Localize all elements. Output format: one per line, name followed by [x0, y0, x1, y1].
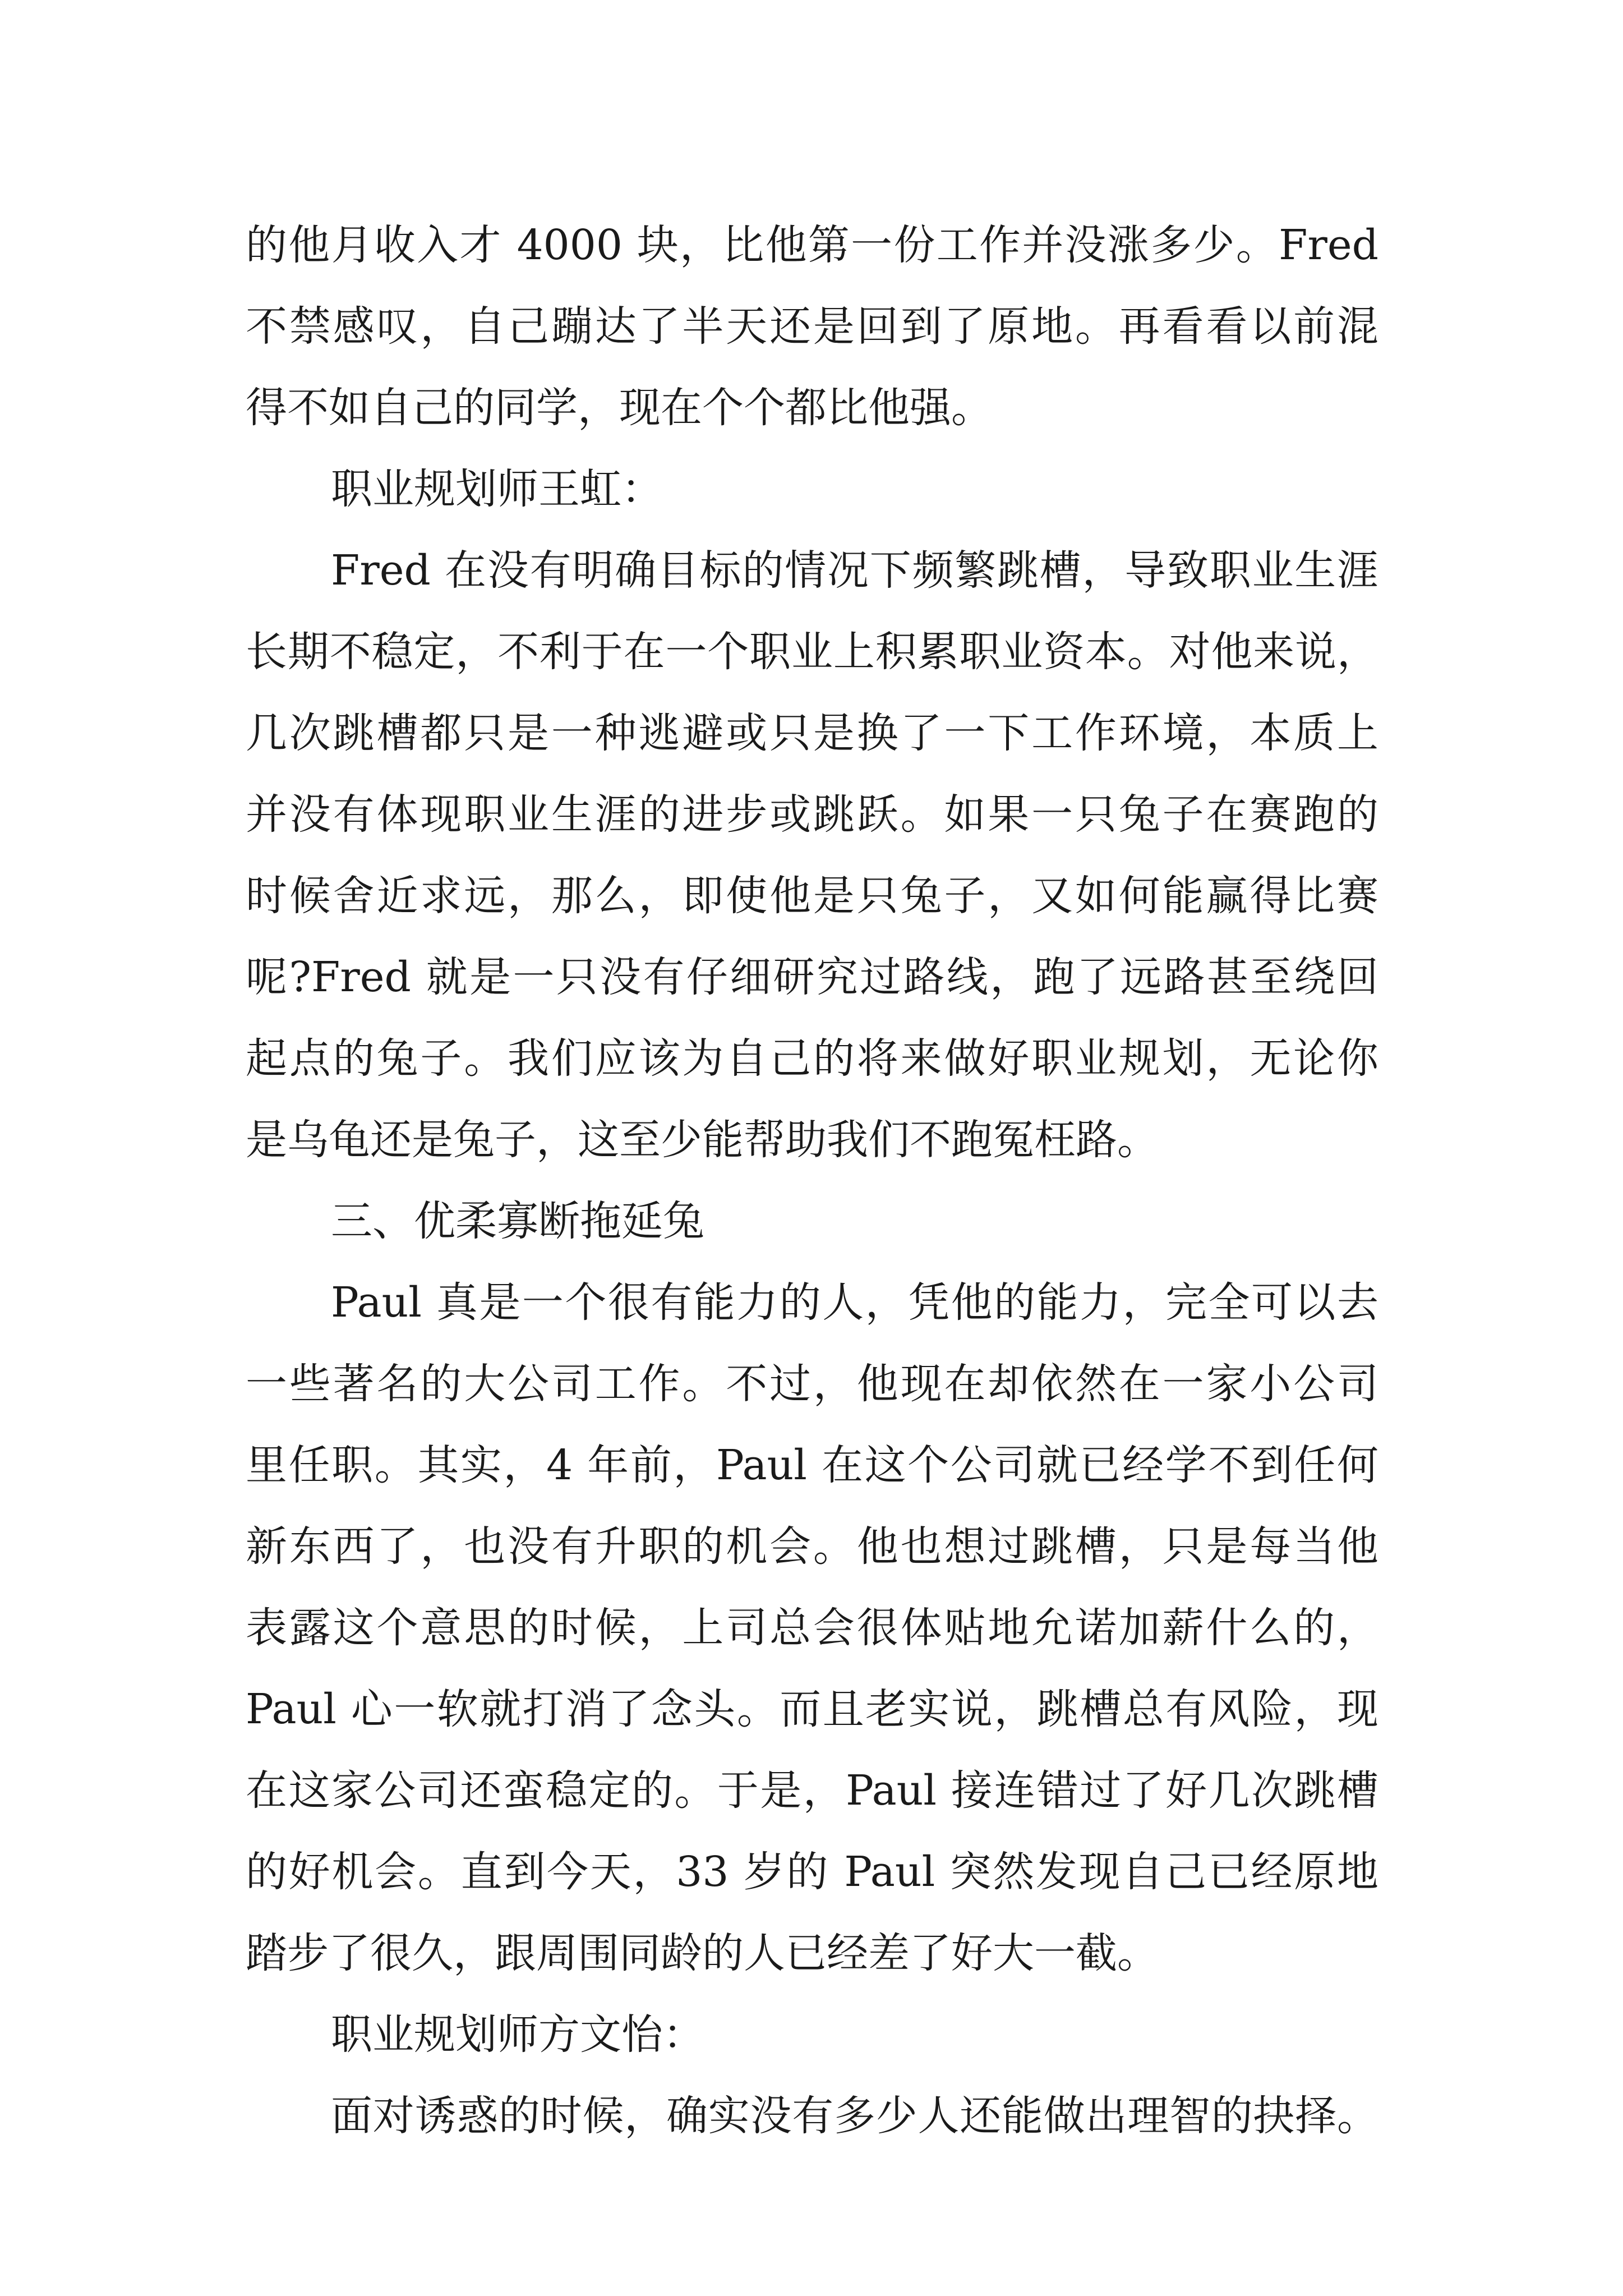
text-line: Paul 心一软就打消了念头。而且老实说，跳槽总有风险，现 [246, 1685, 1378, 1733]
document-body [246, 205, 1378, 2157]
text-line: 呢?Fred 就是一只没有仔细研究过路线，跑了远路甚至绕回 [246, 953, 1378, 1001]
text-line: 的他月收入才 4000 块，比他第一份工作并没涨多少。Fred [246, 221, 1378, 269]
text-line: 不禁感叹，自己蹦达了半天还是回到了原地。再看看以前混 [246, 302, 1378, 351]
text-line: 三、优柔寡断拖延兔 [331, 1197, 704, 1245]
text-line: 起点的兔子。我们应该为自己的将来做好职业规划，无论你 [246, 1034, 1378, 1083]
text-line: 一些著名的大公司工作。不过，他现在却依然在一家小公司 [246, 1360, 1378, 1408]
text-line: Fred 在没有明确目标的情况下频繁跳槽，导致职业生涯 [331, 546, 1378, 595]
text-line: 是乌龟还是兔子，这至少能帮助我们不跑冤枉路。 [246, 1116, 1159, 1164]
text-line: 时候舍近求远，那么，即使他是只兔子，又如何能赢得比赛 [246, 872, 1378, 920]
text-line: 面对诱惑的时候，确实没有多少人还能做出理智的抉择。 [331, 2092, 1378, 2140]
text-line: Paul 真是一个很有能力的人，凭他的能力，完全可以去 [331, 1278, 1378, 1327]
text-line: 在这家公司还蛮稳定的。于是，Paul 接连错过了好几次跳槽 [246, 1766, 1378, 1815]
text-line: 踏步了很久，跟周围同龄的人已经差了好大一截。 [246, 1929, 1159, 1977]
text-line: 长期不稳定，不利于在一个职业上积累职业资本。对他来说， [246, 628, 1378, 676]
text-line: 表露这个意思的时候，上司总会很体贴地允诺加薪什么的， [246, 1604, 1378, 1652]
text-line: 职业规划师王虹： [331, 465, 663, 513]
text-line: 并没有体现职业生涯的进步或跳跃。如果一只兔子在赛跑的 [246, 790, 1378, 839]
text-line: 的好机会。直到今天，33 岁的 Paul 突然发现自己已经原地 [246, 1848, 1378, 1896]
text-line: 新东西了，也没有升职的机会。他也想过跳槽，只是每当他 [246, 1522, 1378, 1571]
text-line: 得不如自己的同学，现在个个都比他强。 [246, 384, 993, 432]
text-line: 几次跳槽都只是一种逃避或只是换了一下工作环境，本质上 [246, 709, 1378, 757]
text-line: 职业规划师方文怡： [331, 2010, 704, 2059]
text-line: 里任职。其实，4 年前，Paul 在这个公司就已经学不到任何 [246, 1441, 1378, 1489]
